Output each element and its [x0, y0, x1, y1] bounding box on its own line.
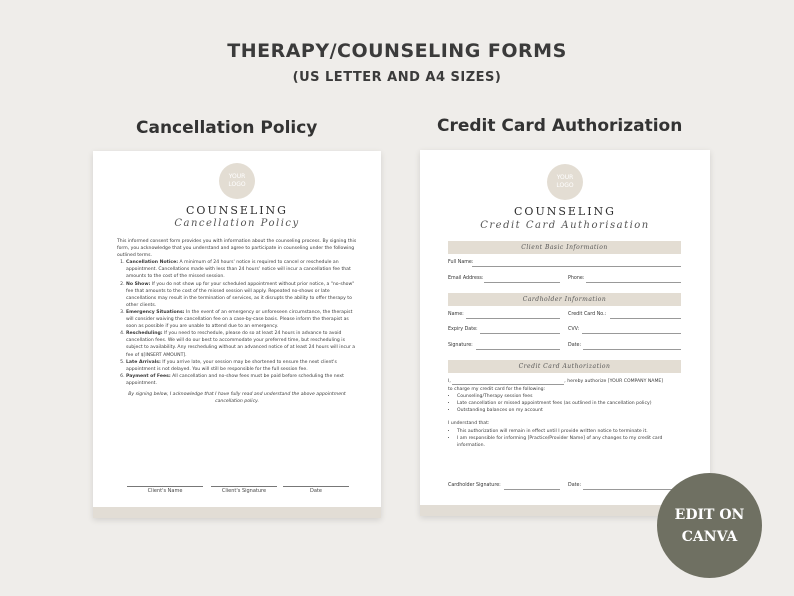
- date-label: Date:: [568, 483, 582, 488]
- policy-item: [126, 259, 357, 280]
- page-title: THERAPY/COUNSELING FORMS: [227, 40, 567, 62]
- policy-list: [117, 259, 357, 387]
- document-script-title: Credit Card Authorisation: [480, 220, 650, 231]
- section-band-cardholder: Cardholder Information: [448, 293, 681, 306]
- logo-text: YOUR: [556, 174, 574, 181]
- charge-item: • Late cancellation or missed appointment fees (as outlined in the cancellation policy): [457, 400, 688, 407]
- date-label: Date:: [568, 343, 582, 348]
- signature-line: [127, 486, 203, 487]
- client-signature-label: Client's Signature: [221, 488, 267, 494]
- policy-item-heading: Rescheduling:: [126, 331, 163, 337]
- document-footer-band: [93, 507, 381, 518]
- phone-label: Phone:: [568, 276, 585, 281]
- policy-item-heading: No Show:: [126, 281, 151, 287]
- policy-body: [117, 238, 357, 405]
- expiry-label: Expiry Date:: [448, 327, 478, 332]
- policy-item: [126, 359, 357, 373]
- auth-i: I,: [448, 379, 451, 384]
- policy-item: [126, 373, 357, 387]
- brand-name: COUNSELING: [186, 204, 288, 217]
- acknowledge-text: By signing below, I acknowledge that I have fully read and understand the above appointment cancellation policy.: [128, 391, 346, 405]
- policy-item: [126, 281, 357, 309]
- policy-item-heading: Emergency Situations:: [126, 309, 185, 315]
- policy-item-heading: Late Arrivals:: [126, 359, 161, 365]
- charge-intro: to charge my credit card for the following:: [448, 387, 546, 393]
- date-field[interactable]: [583, 489, 681, 490]
- signature-line: [211, 486, 277, 487]
- policy-item: [126, 309, 357, 330]
- date-field[interactable]: [583, 349, 681, 350]
- name-label: Name:: [448, 312, 464, 317]
- credit-card-authorization-document: [420, 150, 710, 516]
- cancellation-policy-label: Cancellation Policy: [136, 118, 318, 138]
- email-label: Email Address:: [448, 276, 484, 281]
- logo-text: LOGO: [556, 182, 574, 189]
- logo-text: YOUR: [228, 173, 246, 180]
- policy-item-text: If you do not show up for your scheduled appointment without prior notice, a "no-show" fee that amounts to the cost of the missed session will apply. Repeated no-shows or late cancellations may result in the termination of services, as it disrupts the ability to offer therapy to other clients.: [126, 281, 355, 308]
- policy-item-text: A minimum of 24 hours' notice is required to cancel or reschedule an appointment. Cancellations made with less than 24 hours' notice will incur a cancellation fee that amounts to the cost of the missed session.: [126, 260, 351, 280]
- policy-item-heading: Cancellation Notice:: [126, 260, 179, 266]
- policy-item-text: All cancellation and no-show fees must be paid before scheduling the next appointment.: [126, 373, 344, 386]
- policy-item-text: If you arrive late, your session may be shortened to ensure the next client's appointment is not delayed. You will still be responsible for the full session fee.: [126, 359, 337, 372]
- term-item: • This authorization will remain in effect until I provide written notice to terminate it.: [457, 428, 688, 435]
- policy-item: [126, 330, 357, 358]
- document-script-title: Cancellation Policy: [174, 218, 300, 229]
- terms-list: [448, 428, 688, 449]
- policy-item-text: If you need to reschedule, please do so at least 24 hours in advance to avoid cancellation fees. We will do our best to accommodate your preferred time, but rescheduling is subject to availability. Any rescheduling without an advanced notice of at least 24 hours will incur a fee of $[INSERT AMOUNT].: [126, 331, 356, 358]
- email-field[interactable]: [484, 282, 560, 283]
- credit-card-authorization-label: Credit Card Authorization: [437, 116, 683, 136]
- section-band-authorization: Credit Card Authorization: [448, 360, 681, 373]
- cardholder-signature-field[interactable]: [504, 489, 560, 490]
- client-name-label: Client's Name: [147, 488, 183, 494]
- understand-text: I understand that:: [448, 421, 490, 427]
- authorize-line: [448, 378, 688, 385]
- expiry-field[interactable]: [480, 333, 560, 334]
- logo-placeholder: [219, 163, 255, 199]
- full-name-field[interactable]: [472, 266, 681, 267]
- brand-name: COUNSELING: [514, 205, 616, 218]
- signature-label: Signature:: [448, 343, 473, 348]
- badge-text: EDIT ON: [674, 506, 745, 523]
- card-number-field[interactable]: [610, 318, 681, 319]
- date-label: Date: [310, 488, 322, 494]
- charges-list: [448, 393, 688, 414]
- cvv-label: CVV:: [568, 327, 580, 332]
- authorizer-name-field[interactable]: [452, 384, 564, 385]
- name-field[interactable]: [466, 318, 560, 319]
- policy-intro: This informed consent form provides you with information about the counseling process. By signing this form, you acknowledge that you understand and agree to participate in counseling under the following outlined terms.: [117, 239, 357, 259]
- page-subtitle: (US LETTER AND A4 SIZES): [292, 70, 502, 85]
- section-band-client-info: Client Basic Information: [448, 241, 681, 254]
- signature-line: [283, 486, 349, 487]
- card-number-label: Credit Card No.:: [568, 312, 607, 317]
- badge-text: CANVA: [681, 528, 738, 545]
- authorization-body: [448, 378, 688, 449]
- full-name-label: Full Name:: [448, 260, 474, 265]
- policy-item-heading: Payment of Fees:: [126, 373, 171, 379]
- phone-field[interactable]: [586, 282, 681, 283]
- charge-item: • Outstanding balances on my account: [457, 407, 688, 414]
- cardholder-signature-label: Cardholder Signature:: [448, 483, 501, 488]
- edit-on-canva-badge: [657, 473, 762, 578]
- logo-placeholder: [547, 164, 583, 200]
- logo-text: LOGO: [228, 181, 246, 188]
- signature-field[interactable]: [476, 349, 560, 350]
- term-item: • I am responsible for informing [Practice/Provider Name] of any changes to my credit card information.: [457, 435, 688, 449]
- charge-item: • Counseling/Therapy session fees: [457, 393, 688, 400]
- policy-item-text: In the event of an emergency or unforeseen circumstance, the therapist will consider waiving the cancellation fee on a case-by-case basis. Please inform the therapist as soon as possible if you are unable to attend due to an emergency.: [126, 309, 353, 330]
- cancellation-policy-document: [93, 151, 381, 518]
- auth-rest: , hereby authorize [YOUR COMPANY NAME]: [564, 379, 664, 384]
- cvv-field[interactable]: [582, 333, 681, 334]
